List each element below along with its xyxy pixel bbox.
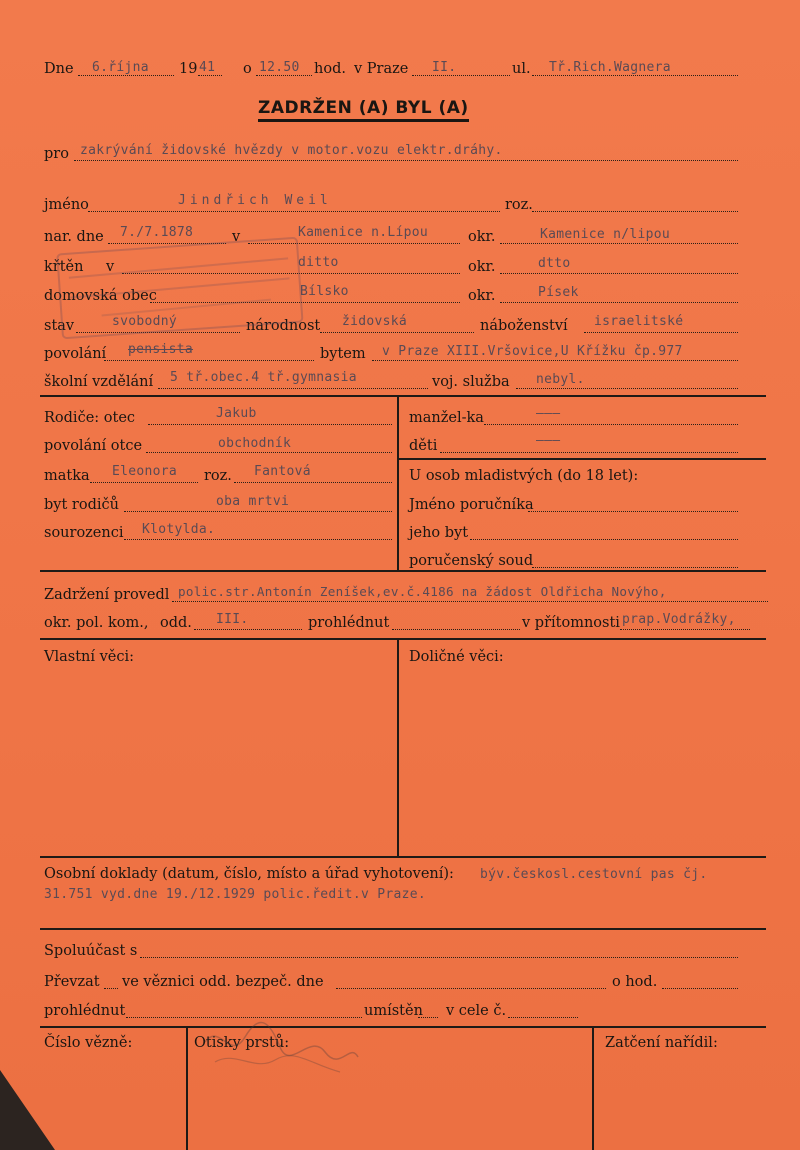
divider-spoluucast-top xyxy=(40,928,766,930)
label-domovska-obec: domovská obec xyxy=(44,288,157,304)
label-cislo-vezne: Číslo vězně: xyxy=(44,1035,133,1051)
value-praha: II. xyxy=(432,60,457,75)
label-manzel-ka: manžel-ka xyxy=(409,410,484,426)
value-bytem: v Praze XIII.Vršovice,U Křížku čp.977 xyxy=(382,344,683,359)
label-porucensky-soud: poručenský soud xyxy=(409,553,534,569)
value-krten-okr: dtto xyxy=(538,256,571,271)
label-zatceni-naridil: Zatčení nařídil: xyxy=(605,1035,718,1051)
label-skolni-vzdelani: školní vzdělání xyxy=(44,374,154,390)
label-o-hod: o hod. xyxy=(612,974,658,990)
label-hod: hod. xyxy=(314,61,346,77)
value-sourozenci: Klotylda. xyxy=(142,522,216,537)
divider-bottom-v1 xyxy=(186,1026,188,1150)
label-o: o xyxy=(243,61,252,77)
label-spoluucast: Spoluúčast s xyxy=(44,943,138,959)
divider-things-bottom xyxy=(40,856,766,858)
value-nar-v: Kamenice n.Lípou xyxy=(298,225,429,240)
label-bytem: bytem xyxy=(320,346,366,362)
label-nar-dne: nar. dne xyxy=(44,229,104,245)
value-v-pritomnosti: prap.Vodrážky, xyxy=(622,612,736,627)
label-odd: odd. xyxy=(160,615,192,631)
divider-things-top xyxy=(40,638,766,640)
value-domovska-okr: Písek xyxy=(538,285,579,300)
form-title: ZADRŽEN (A) BYL (A) xyxy=(258,98,469,122)
label-dolicne-veci: Doličné věci: xyxy=(409,649,504,665)
divider-parents-top xyxy=(40,395,766,397)
stamp-outline xyxy=(37,230,323,349)
value-osobni-doklady-1: býv.českosl.cestovní pas čj. xyxy=(480,867,708,882)
value-pro: zakrývání židovské hvězdy v motor.vozu elektr.dráhy. xyxy=(80,143,503,158)
label-vlastni-veci: Vlastní věci: xyxy=(44,649,135,665)
label-krten-okr: okr. xyxy=(468,259,496,275)
label-pro: pro xyxy=(44,146,69,162)
label-prevzat: Převzat xyxy=(44,974,100,990)
value-hodina: 12.50 xyxy=(259,60,300,75)
label-matka: matka xyxy=(44,468,90,484)
label-year-prefix: 19 xyxy=(179,61,198,77)
label-prohlednut-2: prohlédnut xyxy=(44,1003,126,1019)
value-nar-dne: 7./7.1878 xyxy=(120,225,194,240)
label-jmeno: jméno xyxy=(44,197,89,213)
handwritten-signature xyxy=(200,1002,360,1082)
value-jmeno: Jindřich Weil xyxy=(178,193,332,208)
value-odd: III. xyxy=(216,612,249,627)
torn-corner xyxy=(0,1070,55,1150)
label-stav: stav xyxy=(44,318,75,334)
label-dne: Dne xyxy=(44,61,74,77)
divider-bottom-v2 xyxy=(592,1026,594,1150)
divider-bottom-grid-top xyxy=(40,1026,766,1028)
label-umisten: umístěn xyxy=(364,1003,423,1019)
label-v-cele: v cele č. xyxy=(446,1003,507,1019)
label-otisky-prstu: Otisky prstů: xyxy=(194,1035,290,1051)
value-voj-sluzba: nebyl. xyxy=(536,372,585,387)
value-dne: 6.října xyxy=(92,60,149,75)
label-prohlednut: prohlédnut xyxy=(308,615,390,631)
label-sourozenci: sourozenci xyxy=(44,525,124,541)
label-byt-rodicu: byt rodičů xyxy=(44,497,119,513)
value-ulice: Tř.Rich.Wagnera xyxy=(549,60,671,75)
label-rodice-otec: Rodiče: otec xyxy=(44,410,136,426)
value-nabozenstvi: israelitské xyxy=(594,314,684,329)
label-jeho-byt: jeho byt xyxy=(409,525,469,541)
label-povolani-otce: povolání otce xyxy=(44,438,143,454)
divider-parents-bottom xyxy=(40,570,766,572)
divider-things-vertical xyxy=(397,638,399,856)
value-matka: Eleonora xyxy=(112,464,178,479)
label-ve-veznici: ve věznici odd. bezpeč. dne xyxy=(122,974,324,990)
label-jmeno-porucnika: Jméno poručníka xyxy=(409,497,534,513)
label-v-praze: v Praze xyxy=(354,61,409,77)
label-zadrzeni-provedl: Zadržení provedl xyxy=(44,587,170,603)
value-krten-v: ditto xyxy=(298,255,339,270)
label-okr-pol-kom: okr. pol. kom., xyxy=(44,615,149,631)
label-krten-v: v xyxy=(106,259,115,275)
value-povolani: pensista xyxy=(128,342,194,357)
label-nar-v: v xyxy=(232,229,241,245)
label-povolani: povolání xyxy=(44,346,107,362)
value-year: 41 xyxy=(199,60,216,75)
label-ul: ul. xyxy=(512,61,531,77)
label-u-osob-mladistvych: U osob mladistvých (do 18 let): xyxy=(409,468,639,484)
label-voj-sluzba: voj. služba xyxy=(432,374,510,390)
label-v-pritomnosti: v přítomnosti xyxy=(522,615,620,631)
label-krten: křtěn xyxy=(44,259,84,275)
value-povolani-otce: obchodník xyxy=(218,436,292,451)
faded-stamp xyxy=(37,230,323,349)
divider-parents-vertical xyxy=(397,395,399,570)
divider-juvenile-top xyxy=(397,458,766,460)
value-byt-rodicu: oba mrtvi xyxy=(216,494,290,509)
value-nar-okr: Kamenice n/lipou xyxy=(540,227,671,242)
label-domovska-okr: okr. xyxy=(468,288,496,304)
value-domovska-obec: Bílsko xyxy=(300,284,349,299)
label-osobni-doklady: Osobní doklady (datum, číslo, místo a úřad vyhotovení): xyxy=(44,866,454,882)
label-matka-roz: roz. xyxy=(204,468,232,484)
value-otec: Jakub xyxy=(216,406,257,421)
value-narodnost: židovská xyxy=(342,314,408,329)
label-deti: děti xyxy=(409,438,438,454)
label-nar-okr: okr. xyxy=(468,229,496,245)
label-roz: roz. xyxy=(505,197,533,213)
value-zadrzeni-provedl: polic.str.Antonín Zeníšek,ev.č.4186 na žádost Oldřicha Novýho, xyxy=(178,584,667,599)
label-nabozenstvi: náboženství xyxy=(480,318,568,334)
value-skolni-vzdelani: 5 tř.obec.4 tř.gymnasia xyxy=(170,370,357,385)
value-stav: svobodný xyxy=(112,314,178,329)
value-manzel-ka: ——— xyxy=(536,406,561,421)
value-matka-roz: Fantová xyxy=(254,464,311,479)
value-deti: ——— xyxy=(536,433,561,448)
value-osobni-doklady-2: 31.751 vyd.dne 19./12.1929 polic.ředit.v Praze. xyxy=(44,887,426,902)
label-narodnost: národnost xyxy=(246,318,321,334)
